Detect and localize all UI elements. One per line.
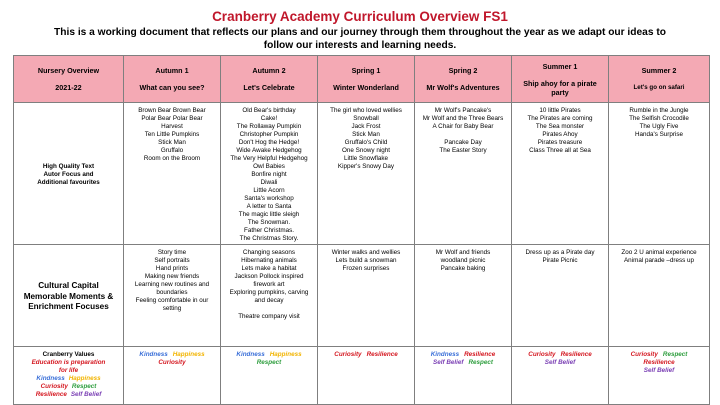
cell-line: Pirates Ahoy <box>542 131 578 138</box>
texts-cell-spring-1 <box>318 103 415 245</box>
values-line <box>514 359 606 367</box>
value-word: Self Belief <box>544 359 576 366</box>
cell-line: Jack Frost <box>351 123 381 130</box>
cell-line: Stick Man <box>158 139 186 146</box>
term-header-autumn-1 <box>124 56 221 103</box>
values-line <box>611 351 707 359</box>
cell-line: The Rollaway Pumpkin <box>236 123 302 130</box>
values-cell-summer-2 <box>609 347 710 405</box>
value-word: Curiosity <box>334 351 362 358</box>
page-subtitle: This is a working document that reflects our plans and our journey through them throughout the year as we adapt our ideas to follow our interests and learning needs. <box>54 27 666 51</box>
cell-line: Gruffalo <box>160 147 184 154</box>
cell-line: Class Three all at Sea <box>529 147 591 154</box>
cell-line: setting <box>162 305 182 312</box>
cell-line: Old Bear's birthday <box>242 107 296 114</box>
cell-line: A Chair for Baby Bear <box>432 123 494 130</box>
values-cell-spring-1 <box>318 347 415 405</box>
values-line <box>223 351 315 359</box>
cell-line: Lets make a habitat <box>241 265 297 272</box>
value-word: Kindness <box>139 351 168 358</box>
cell-line: Little Snowflake <box>343 155 389 162</box>
term-header-summer-1 <box>512 56 609 103</box>
values-row-label <box>14 347 124 405</box>
values-cell-autumn-1 <box>124 347 221 405</box>
value-word: Resilience <box>560 351 592 358</box>
cell-line <box>417 131 509 139</box>
corner-line-2: 2021-22 <box>55 83 82 92</box>
values-cell-spring-2 <box>415 347 512 405</box>
term-name: Autumn 1 <box>155 66 189 75</box>
value-word: Curiosity <box>158 359 186 366</box>
corner-line-1: Nursery Overview <box>37 66 100 75</box>
cell-line: Kipper's Snowy Day <box>337 163 395 170</box>
cultural-cell-autumn-1 <box>124 245 221 347</box>
cultural-cell-summer-2 <box>609 245 710 347</box>
term-theme: Winter Wonderland <box>333 83 399 92</box>
values-line <box>320 351 412 359</box>
cultural-row <box>14 245 710 347</box>
cell-line: Harvest <box>161 123 183 130</box>
cell-line: Frozen surprises <box>342 265 390 272</box>
term-header-summer-2 <box>609 56 710 103</box>
cell-line: Zoo 2 U animal experience <box>621 249 697 256</box>
cell-line: Lets build a snowman <box>335 257 397 264</box>
cell-line: Diwali <box>260 179 278 186</box>
cell-line: The Ugly Five <box>639 123 679 130</box>
value-word: Kindness <box>236 351 265 358</box>
cell-line: Changing seasons <box>242 249 296 256</box>
cell-line: The Selfish Crocodile <box>629 115 689 122</box>
cell-line: Santa's workshop <box>244 195 294 202</box>
cell-line: One Snowy night <box>342 147 390 154</box>
term-name: Autumn 2 <box>252 66 286 75</box>
header-row <box>14 56 710 103</box>
cell-line: The Christmas Story. <box>239 235 299 242</box>
cultural-cell-autumn-2 <box>221 245 318 347</box>
value-self-belief: Self Belief <box>70 391 102 398</box>
values-line <box>126 351 218 359</box>
texts-cell-summer-2 <box>609 103 710 245</box>
row-label-line: for life <box>58 367 79 374</box>
cell-line: Making new friends <box>144 273 200 280</box>
cell-line: The Sea monster <box>535 123 585 130</box>
cultural-cell-spring-2 <box>415 245 512 347</box>
values-line <box>611 367 707 375</box>
cell-line: Self portraits <box>154 257 190 264</box>
cell-line: Winter walks and wellies <box>331 249 401 256</box>
texts-cell-autumn-2 <box>221 103 318 245</box>
cell-line: The Easter Story <box>439 147 487 154</box>
cell-line: Polar Bear Polar Bear <box>141 115 203 122</box>
cell-line: Ten Little Pumpkins <box>144 131 200 138</box>
cell-line: The magic little sleigh <box>238 211 300 218</box>
values-cell-summer-1 <box>512 347 609 405</box>
value-resilience: Resilience <box>35 391 67 398</box>
cell-line: Snowball <box>353 115 379 122</box>
values-line <box>126 359 218 367</box>
cell-line: Handa's Surprise <box>634 131 684 138</box>
term-theme: Let's Celebrate <box>243 83 295 92</box>
cell-line: Room on the Broom <box>143 155 201 162</box>
cell-line: Don't Hog the Hedge! <box>238 139 300 146</box>
value-word: Happiness <box>269 351 302 358</box>
row-label-line: Education is preparation <box>31 359 106 366</box>
values-line <box>417 359 509 367</box>
cell-line: boundaries <box>156 289 188 296</box>
cell-line: Theatre company visit <box>238 313 300 320</box>
values-line <box>514 351 606 359</box>
cell-line: The Pirates are coming <box>527 115 593 122</box>
value-curiosity: Curiosity <box>40 383 68 390</box>
row-label-line: Cultural Capital <box>38 281 99 291</box>
value-kindness: Kindness <box>36 375 65 382</box>
values-line <box>417 351 509 359</box>
term-theme: Mr Wolf's Adventures <box>426 83 500 92</box>
cell-line: Pirates treasure <box>537 139 583 146</box>
term-header-spring-2 <box>415 56 512 103</box>
cell-line: firework art <box>253 281 285 288</box>
cell-line: The Very Helpful Hedgehog <box>230 155 308 162</box>
cell-line: Jackson Pollock inspired <box>234 273 304 280</box>
cell-line: Exploring pumpkins, carving <box>229 289 309 296</box>
cell-line: Owl Babies <box>253 163 285 170</box>
cell-line: Learning new routines and <box>134 281 210 288</box>
values-row <box>14 347 710 405</box>
row-label-line: High Quality Text <box>42 163 95 170</box>
cell-line: 10 little Pirates <box>539 107 581 114</box>
cell-line: woodland picnic <box>440 257 486 264</box>
corner-header-cell <box>14 56 124 103</box>
values-cell-autumn-2 <box>221 347 318 405</box>
cell-line: Cake! <box>260 115 278 122</box>
cell-line: Mr Wolf and friends <box>435 249 491 256</box>
cell-line: Hibernating animals <box>241 257 297 264</box>
term-name: Summer 2 <box>641 66 677 75</box>
texts-row <box>14 103 710 245</box>
row-label-line: Additional favourites <box>37 179 100 186</box>
cell-line: Gruffalo's Child <box>344 139 388 146</box>
cell-line: Brown Bear Brown Bear <box>138 107 206 114</box>
row-label-line: Enrichment Focuses <box>28 302 109 312</box>
row-label-line: Memorable Moments & <box>23 291 114 301</box>
cell-line: Mr Wolf and the Three Bears <box>422 115 504 122</box>
cell-line: Pancake Day <box>444 139 482 146</box>
page-title: Cranberry Academy Curriculum Overview FS1 <box>212 9 508 24</box>
cell-line: Dress up as a Pirate day <box>525 249 595 256</box>
cell-line: Pirate Picnic <box>542 257 578 264</box>
cell-line: Hand prints <box>155 265 189 272</box>
texts-cell-autumn-1 <box>124 103 221 245</box>
cultural-row-label <box>14 245 124 347</box>
cell-line: The girl who loved wellies <box>330 107 402 114</box>
row-label-line: Autor Focus and <box>43 171 94 178</box>
value-word: Resilience <box>366 351 398 358</box>
cell-line: Father Christmas. <box>243 227 295 234</box>
value-word: Kindness <box>430 351 460 358</box>
value-word: Respect <box>662 351 688 358</box>
value-word: Self Belief <box>643 367 675 374</box>
value-word: Resilience <box>464 351 496 358</box>
term-theme: Ship ahoy for a pirate party <box>523 78 597 97</box>
cell-line: A letter to Santa <box>246 203 292 210</box>
term-theme: Let's go on safari <box>633 84 685 91</box>
cell-line: Rumble in the Jungle <box>629 107 689 114</box>
value-word: Curiosity <box>630 351 658 358</box>
cell-line: Story time <box>157 249 187 256</box>
term-theme: What can you see? <box>139 83 205 92</box>
value-word: Resilience <box>643 359 675 366</box>
cell-line: Feeling comfortable in our <box>135 297 209 304</box>
cell-line: Stick Man <box>352 131 380 138</box>
value-word: Self Belief <box>433 359 464 366</box>
cell-line: Christopher Pumpkin <box>239 131 299 138</box>
cell-line: and decay <box>254 297 284 304</box>
term-name: Summer 1 <box>542 61 578 71</box>
cell-line: Little Acorn <box>253 187 285 194</box>
texts-row-label <box>14 103 124 245</box>
cell-line: Bonfire night <box>251 171 287 178</box>
cultural-cell-spring-1 <box>318 245 415 347</box>
term-name: Spring 1 <box>351 66 381 75</box>
row-label-line: Cranberry Values <box>42 351 95 358</box>
texts-cell-spring-2 <box>415 103 512 245</box>
cell-line: Pancake baking <box>440 265 486 272</box>
term-header-autumn-2 <box>221 56 318 103</box>
values-line <box>611 359 707 367</box>
cell-line: Animal parade –dress up <box>623 257 694 264</box>
texts-cell-summer-1 <box>512 103 609 245</box>
cell-line: The Snowman. <box>247 219 291 226</box>
term-name: Spring 2 <box>448 66 478 75</box>
value-word: Respect <box>256 359 282 366</box>
curriculum-table <box>13 55 710 405</box>
values-line <box>223 359 315 367</box>
cell-line: Mr Wolf's Pancake's <box>434 107 492 114</box>
value-respect: Respect <box>71 383 97 390</box>
value-word: Curiosity <box>528 351 556 358</box>
value-happiness: Happiness <box>68 375 101 382</box>
value-word: Respect <box>468 359 493 366</box>
term-header-spring-1 <box>318 56 415 103</box>
cell-line: Wide Awake Hedgehog <box>236 147 302 154</box>
value-word: Happiness <box>172 351 205 358</box>
cell-line <box>223 305 315 313</box>
cultural-cell-summer-1 <box>512 245 609 347</box>
